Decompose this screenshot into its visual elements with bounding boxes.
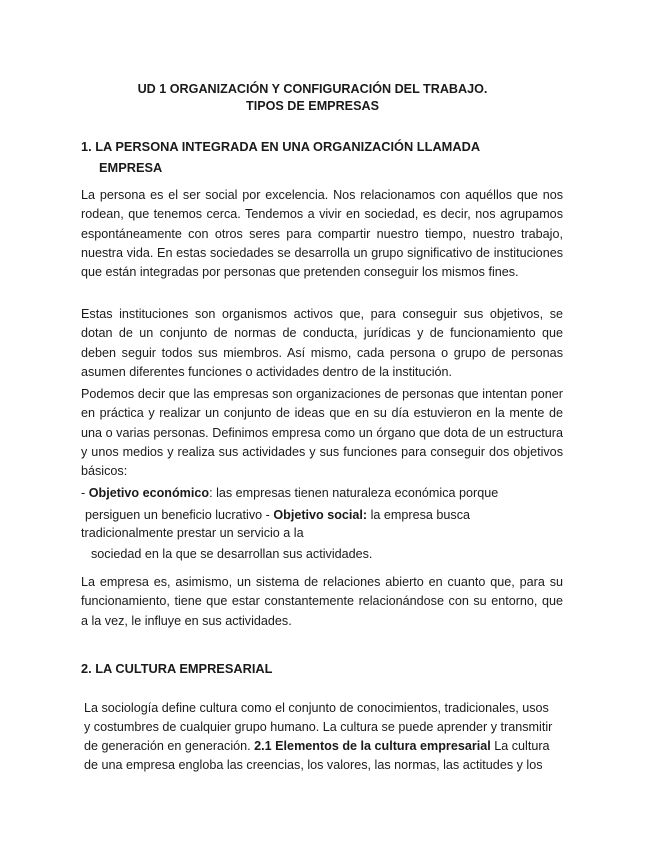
bullet-social-text: la empresa busca	[367, 508, 471, 522]
document-title-line1: UD 1 ORGANIZACIÓN Y CONFIGURACIÓN DEL TRABAJO.	[137, 82, 488, 96]
section2-line-2: y costumbres de cualquier grupo humano. La cultura se puede aprender y transmitir	[84, 720, 553, 734]
bullet-social-label: Objetivo social:	[273, 508, 368, 522]
section1-paragraph-3: Podemos decir que las empresas son organizaciones de personas que intentan poner en práctica y realizar un conjunto de ideas que en su día estuvieron en la mente de una o varias personas. Definimos empresa como un órgano que dota de un estructura y unos medios y realiza sus actividades y sus funciones para conseguir dos objetivos básicos:	[81, 387, 563, 479]
bullet-economic-text: : las empresas tienen naturaleza económica porque	[209, 486, 499, 500]
bullet-line-2	[85, 506, 470, 525]
bullet-line-2-text: persiguen un beneficio lucrativo -	[85, 508, 274, 522]
section2-line-1: La sociología define cultura como el conjunto de conocimientos, tradicionales, usos	[84, 701, 549, 715]
section2-line-3	[84, 737, 550, 756]
section1-paragraph-1: La persona es el ser social por excelencia. Nos relacionamos con aquéllos que nos rodean, que tenemos cerca. Tendemos a vivir en sociedad, es decir, nos agrupamos espontáneamente con otros seres para compartir nuestro tiempo, nuestro trabajo, nuestra vida. En estas sociedades se desarrolla un grupo significativo de instituciones que están integradas por personas que pretenden conseguir los mismos fines.	[81, 188, 563, 280]
section1-paragraph-2: Estas instituciones son organismos activos que, para conseguir sus objetivos, se dotan de un conjunto de normas de conducta, jurídicas y de funcionamiento que deben seguir todos sus miembros. Así mismo, cada persona o grupo de personas asumen diferentes funciones o actividades dentro de la institución.	[81, 307, 563, 379]
section2-line-3-text: de generación en generación.	[84, 739, 255, 753]
bullet-prefix: -	[81, 486, 89, 500]
bullet-economic-label: Objetivo económico	[88, 486, 210, 500]
document-title-line2: TIPOS DE EMPRESAS	[246, 99, 379, 113]
section2-line-3-rest: La cultura	[490, 739, 550, 753]
section1-heading-line1: 1. LA PERSONA INTEGRADA EN UNA ORGANIZACIÓN LLAMADA	[81, 139, 481, 154]
section1-heading-line2: EMPRESA	[99, 160, 163, 175]
bullet-line-1	[81, 484, 498, 503]
section1-paragraph-4: La empresa es, asimismo, un sistema de relaciones abierto en cuanto que, para su funcionamiento, tiene que estar constantemente relacionándose con su entorno, que a la vez, le influye en sus actividades.	[81, 575, 563, 628]
section2-heading: 2. LA CULTURA EMPRESARIAL	[81, 661, 273, 676]
bullet-line-4: sociedad en la que se desarrollan sus actividades.	[91, 547, 373, 561]
section2-line-4: de una empresa engloba las creencias, los valores, las normas, las actitudes y los	[84, 758, 543, 772]
subsection-2-1-heading: 2.1 Elementos de la cultura empresarial	[254, 739, 491, 753]
bullet-line-3: tradicionalmente prestar un servicio a la	[81, 526, 304, 540]
